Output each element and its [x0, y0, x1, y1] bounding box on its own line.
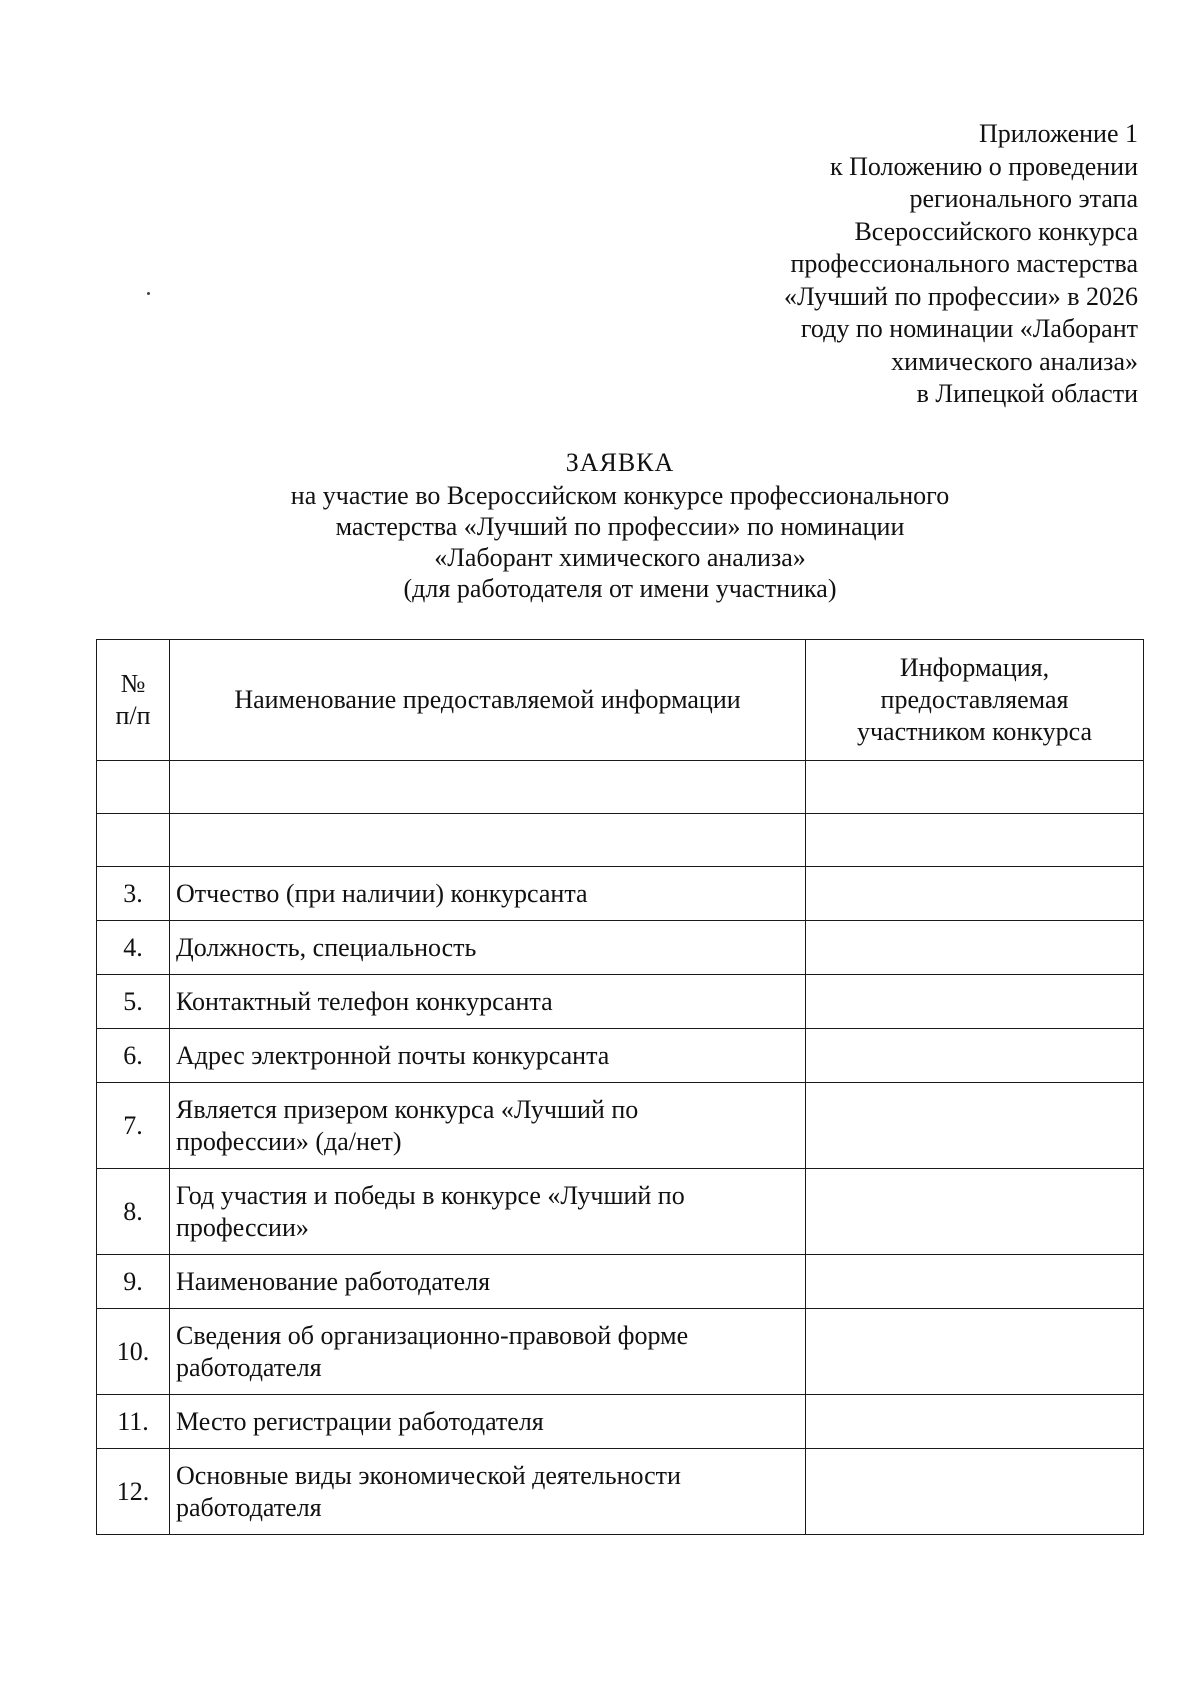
row-label: Место регистрации работодателя [170, 1395, 806, 1449]
table-row [97, 1309, 1144, 1395]
heading-line: на участие во Всероссийском конкурсе профессионального [290, 481, 950, 510]
row-label: Должность, специальность [170, 921, 806, 975]
appendix-line: профессионального мастерства [790, 249, 1138, 278]
row-number: 6. [97, 1029, 170, 1083]
row-label-line: Является призером конкурса «Лучший по [176, 1094, 639, 1124]
table-row [97, 1255, 1144, 1309]
header-info-name: Наименование предоставляемой информации [170, 640, 806, 761]
heading-line: мастерства «Лучший по профессии» по номинации [335, 512, 905, 541]
heading-line: (для работодателя от имени участника) [403, 574, 837, 603]
header-info-line: предоставляемая [880, 685, 1069, 714]
row-value-field[interactable] [806, 867, 1144, 921]
application-table [96, 639, 1144, 1535]
row-number [97, 761, 170, 814]
table-row [97, 814, 1144, 867]
row-value-field[interactable] [806, 921, 1144, 975]
row-number: 12. [97, 1449, 170, 1535]
row-label-line: Сведения об организационно-правовой форме [176, 1320, 689, 1350]
row-label [170, 1083, 806, 1169]
table-row [97, 1449, 1144, 1535]
row-value-field[interactable] [806, 1169, 1144, 1255]
appendix-line: Всероссийского конкурса [854, 216, 1138, 246]
row-label-line: работодателя [176, 1352, 322, 1382]
appendix-line: регионального этапа [909, 184, 1138, 213]
heading-line: «Лаборант химического анализа» [434, 543, 806, 572]
appendix-line: к Положению о проведении [829, 151, 1138, 181]
table-row [97, 1029, 1144, 1083]
table-row [97, 761, 1144, 814]
row-value-field[interactable] [806, 1255, 1144, 1309]
header-info-line: участником конкурса [856, 717, 1092, 746]
table-row [97, 1169, 1144, 1255]
document-heading [0, 447, 1200, 604]
row-label-line: профессии» [176, 1212, 309, 1242]
row-label [170, 1169, 806, 1255]
row-label-line: Год участия и победы в конкурсе «Лучший по [176, 1180, 685, 1210]
appendix-line: в Липецкой области [916, 379, 1138, 408]
header-number-abbr: п/п [115, 701, 151, 730]
row-number: 3. [97, 867, 170, 921]
table-header-row [97, 640, 1144, 761]
row-number: 8. [97, 1169, 170, 1255]
row-number [97, 814, 170, 867]
row-value-field[interactable] [806, 1395, 1144, 1449]
table-row [97, 867, 1144, 921]
appendix-block [784, 118, 1138, 411]
row-value-field[interactable] [806, 1083, 1144, 1169]
table-row [97, 1395, 1144, 1449]
row-number: 5. [97, 975, 170, 1029]
appendix-line: году по номинации «Лаборант [800, 314, 1138, 343]
row-number: 4. [97, 921, 170, 975]
row-label [170, 1309, 806, 1395]
row-label-line: профессии» (да/нет) [176, 1126, 402, 1156]
row-label-line: работодателя [176, 1492, 322, 1522]
header-info-line: Информация, [899, 653, 1050, 682]
row-label-line: Основные виды экономической деятельности [176, 1460, 681, 1490]
row-number: 7. [97, 1083, 170, 1169]
row-value-field[interactable] [806, 975, 1144, 1029]
table-row [97, 975, 1144, 1029]
table-row [97, 1083, 1144, 1169]
scan-speck [147, 292, 150, 295]
header-number [97, 640, 170, 761]
row-label [170, 761, 806, 814]
row-value-field[interactable] [806, 1449, 1144, 1535]
appendix-line: «Лучший по профессии» в 2026 [784, 281, 1138, 311]
row-label: Контактный телефон конкурсанта [170, 975, 806, 1029]
document-title: ЗАЯВКА [565, 448, 675, 477]
row-value-field[interactable] [806, 1029, 1144, 1083]
row-value-field[interactable] [806, 814, 1144, 867]
appendix-line: химического анализа» [891, 346, 1138, 376]
row-label: Адрес электронной почты конкурсанта [170, 1029, 806, 1083]
row-number: 10. [97, 1309, 170, 1395]
header-info-value [806, 640, 1144, 761]
appendix-line: Приложение 1 [978, 119, 1138, 148]
header-number-symbol: № [120, 669, 146, 698]
row-label: Отчество (при наличии) конкурсанта [170, 867, 806, 921]
row-number: 11. [97, 1395, 170, 1449]
row-value-field[interactable] [806, 1309, 1144, 1395]
row-value-field[interactable] [806, 761, 1144, 814]
row-label [170, 1449, 806, 1535]
row-label [170, 814, 806, 867]
row-number: 9. [97, 1255, 170, 1309]
table-row [97, 921, 1144, 975]
row-label: Наименование работодателя [170, 1255, 806, 1309]
